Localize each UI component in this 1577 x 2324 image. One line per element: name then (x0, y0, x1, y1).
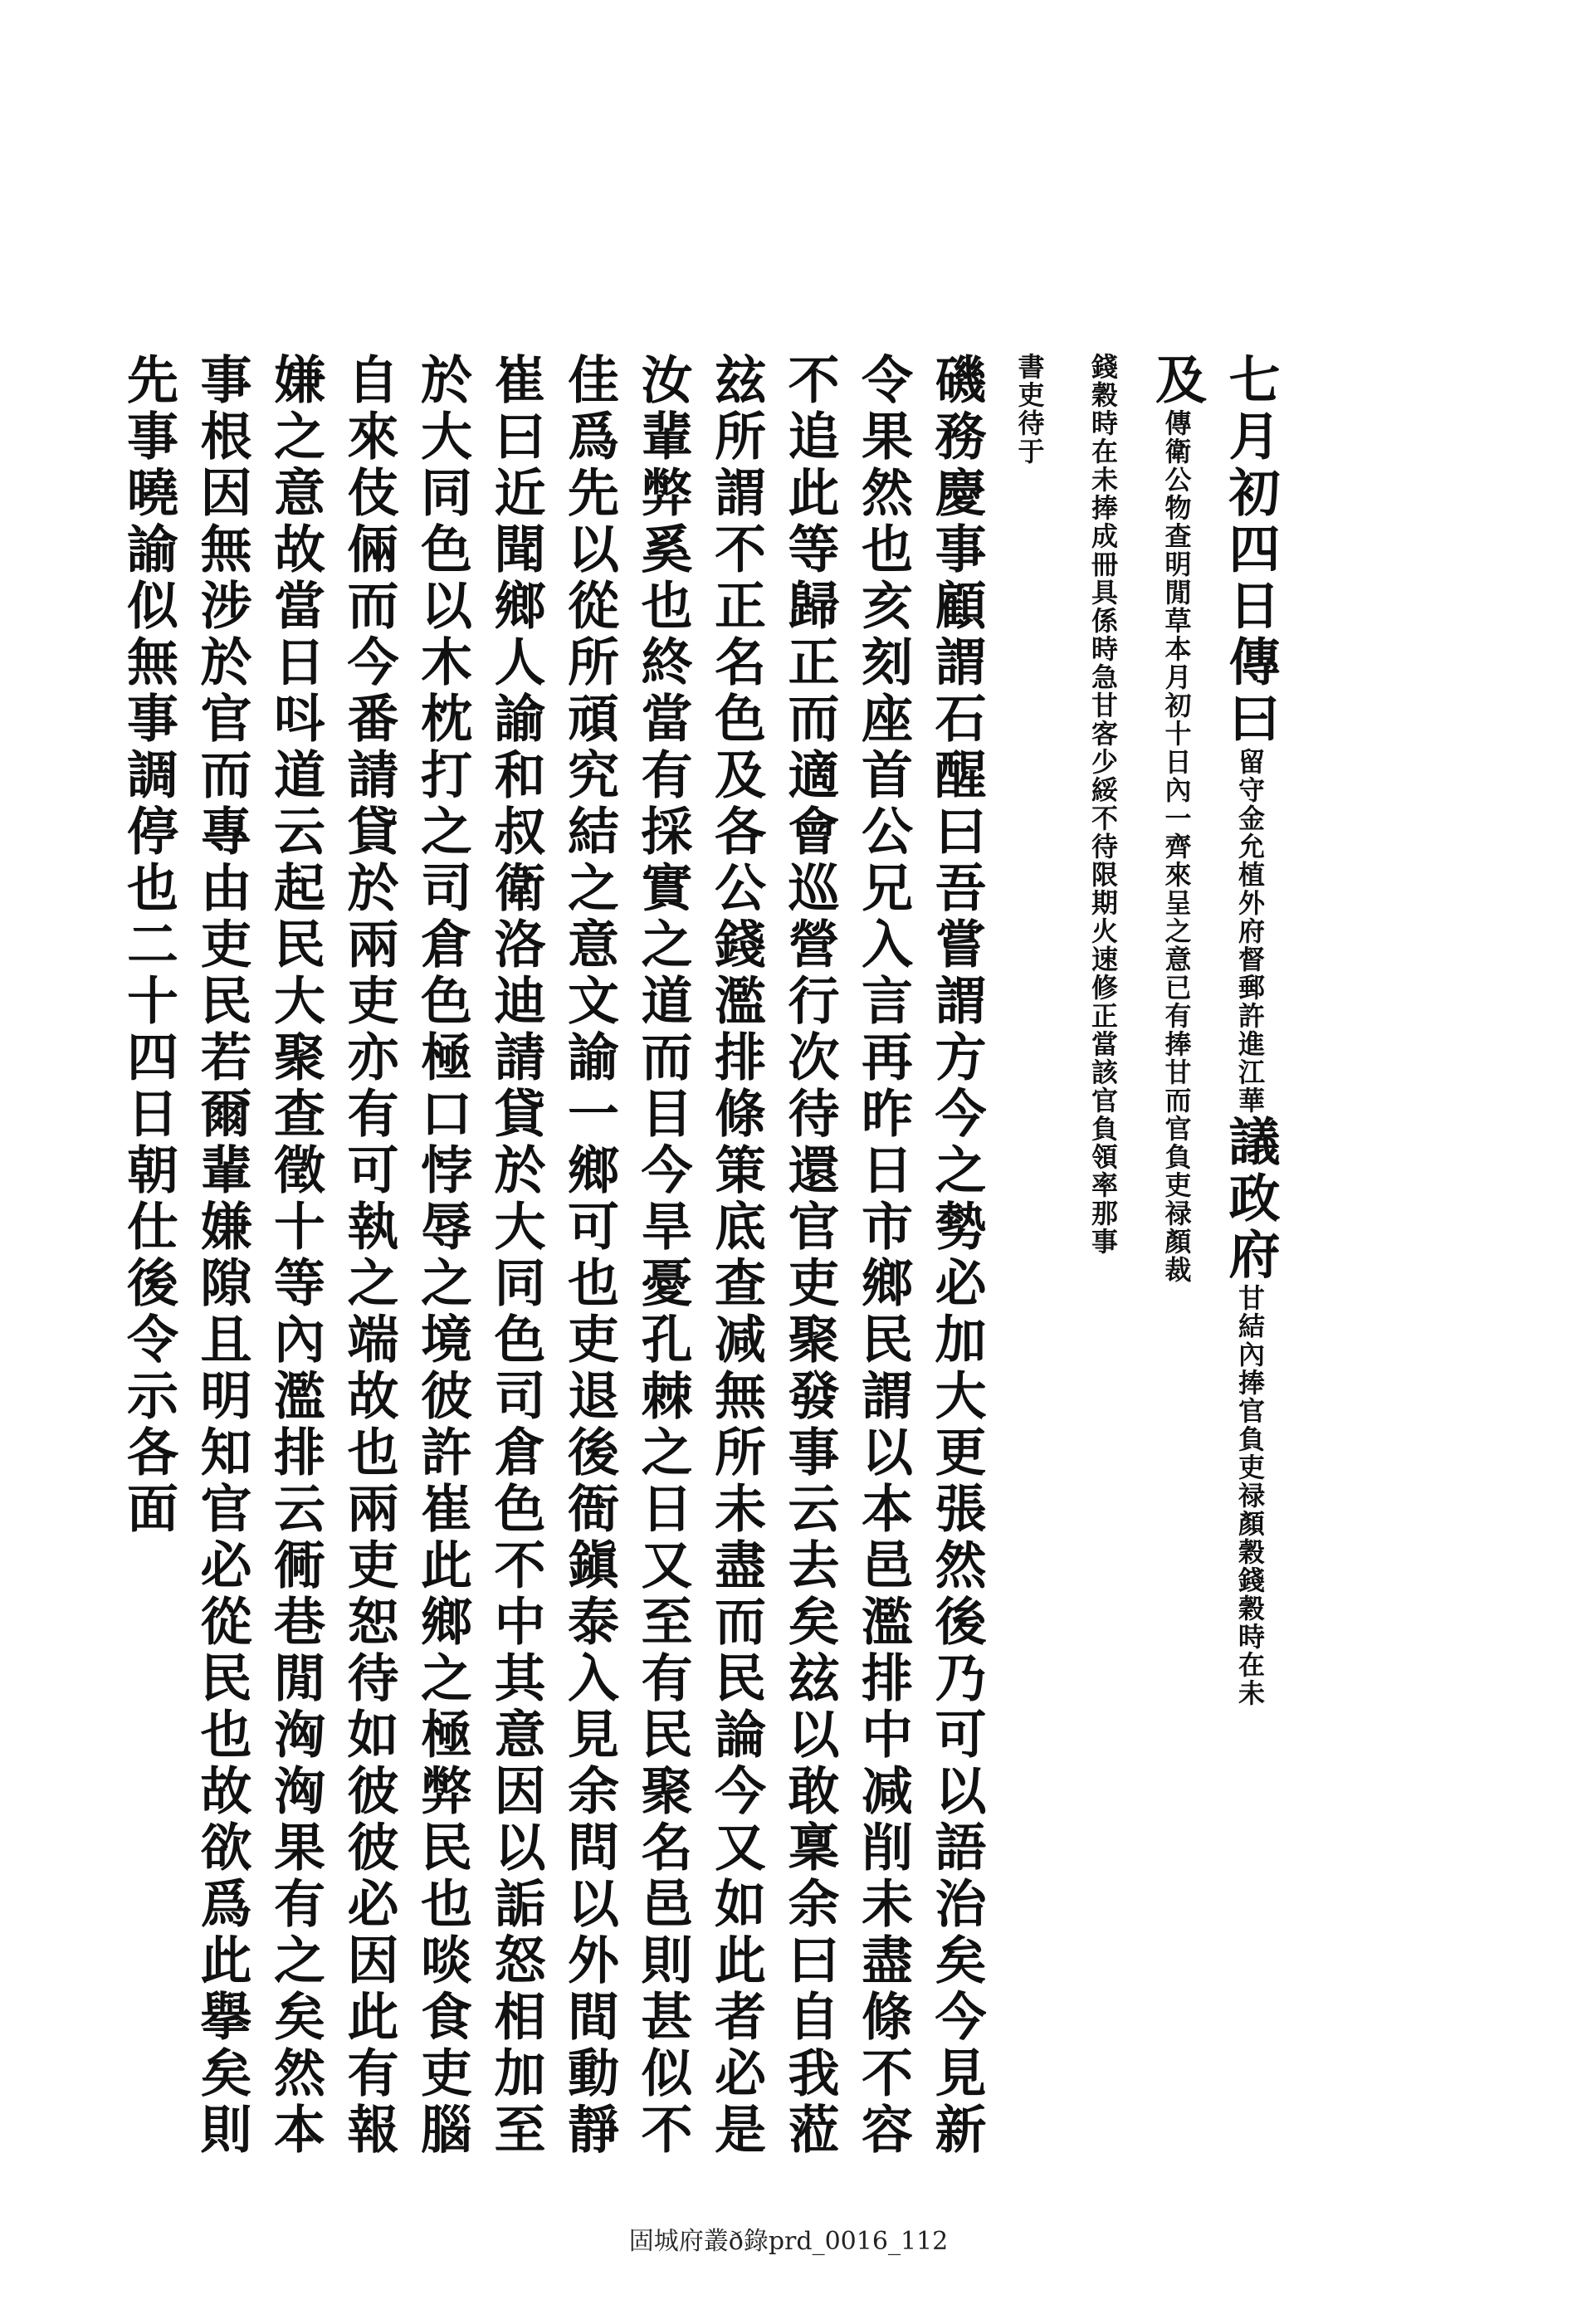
column-main-text: 事根因無涉於官而專由吏民若爾輩嫌隙且明知官必從民也故欲爲此擧矣則 (192, 353, 252, 2159)
column-main-text: 不追此等歸正而適會巡營行次待還官吏聚發事云去矣玆以敢稟余曰自我蒞 (779, 353, 840, 2159)
column-main-text: 於大同色以木枕打之司倉色極口悖辱之境彼許崔此鄉之極弊民也啖食吏腦 (412, 353, 473, 2159)
manuscript-column (773, 353, 847, 2159)
column-main-text: 磯務慶事顧謂石醒曰吾嘗謂方今之勢必加大更張然後乃可以語治矣今見新 (926, 353, 987, 2159)
column-main-text: 佳爲先以從所頑究結之意文諭一鄉可也吏退後衙鎭泰入見余問以外間動靜 (559, 353, 620, 2159)
manuscript-column (111, 353, 185, 1764)
manuscript-column (626, 353, 700, 2159)
manuscript-column (1213, 353, 1287, 1764)
column-main-text: 令果然也亥刻座首公兄入言再昨日市鄉民謂以本邑濫排中减削未盡條不容 (852, 353, 914, 2159)
column-main-text: 汝輩弊奚也終當有採實之道而目今旱憂孔棘之日又至有民聚名邑則甚似不 (632, 353, 693, 2159)
column-small-note: 留守金允植 (1234, 748, 1266, 889)
column-small-note: 傳衛公物查明閒草本月初十日內一齊來呈之意已有捧甘而官負吏禄顏裁 (1160, 409, 1193, 1284)
manuscript-column (185, 353, 259, 2159)
manuscript-column (699, 353, 773, 2159)
manuscript-text-block (118, 353, 1286, 2159)
column-main-text: 玆所謂不正名色及各公錢濫排條䇿底查减無所未盡而民論今又如此者必是 (706, 353, 767, 2159)
manuscript-column (332, 353, 406, 2159)
manuscript-column (920, 353, 994, 2159)
column-main-text: 議政府 (1220, 1115, 1281, 1284)
column-small-note: 甘結內捧官負吏禄顏穀錢穀時在未 (1234, 1284, 1266, 1707)
manuscript-column (258, 353, 332, 2159)
page-footer-caption: 固城府叢ð錄prd_0016_112 (628, 2227, 949, 2256)
column-main-text: 嫌之意故當日呌道云起民大聚查徵十等內濫排云衕巷閒洶洶果有之矣然本 (265, 353, 326, 2159)
column-main-text: 先事曉諭似無事調停也二十四日朝仕後令示各面 (118, 353, 179, 1538)
column-main-text: 七月初四日傳曰 (1220, 353, 1281, 748)
column-small-note: 錢穀時在未捧成冊具係時急甘客少綏不待限期火速修正當該官負領率那事 (1087, 353, 1119, 1256)
column-main-text: 及 (1146, 353, 1208, 409)
manuscript-column (993, 353, 1067, 1764)
manuscript-column (846, 353, 920, 2159)
manuscript-column (1067, 353, 1140, 1764)
manuscript-column (405, 353, 479, 2159)
manuscript-column (552, 353, 626, 2159)
manuscript-column (1140, 353, 1213, 1764)
manuscript-column (479, 353, 553, 2159)
column-small-note: 書吏待于 (1013, 353, 1046, 466)
column-main-text: 自來伎倆而今番請貸於兩吏亦有可執之端故也兩吏恕待如彼彼必因此有報 (339, 353, 399, 2159)
column-main-text: 崔曰近聞鄉人諭和叔衛洛迪請貸於大同色司倉色不中其意因以詬怒相加至 (486, 353, 546, 2159)
column-small-note: 外府督郵許進江華 (1234, 889, 1266, 1115)
